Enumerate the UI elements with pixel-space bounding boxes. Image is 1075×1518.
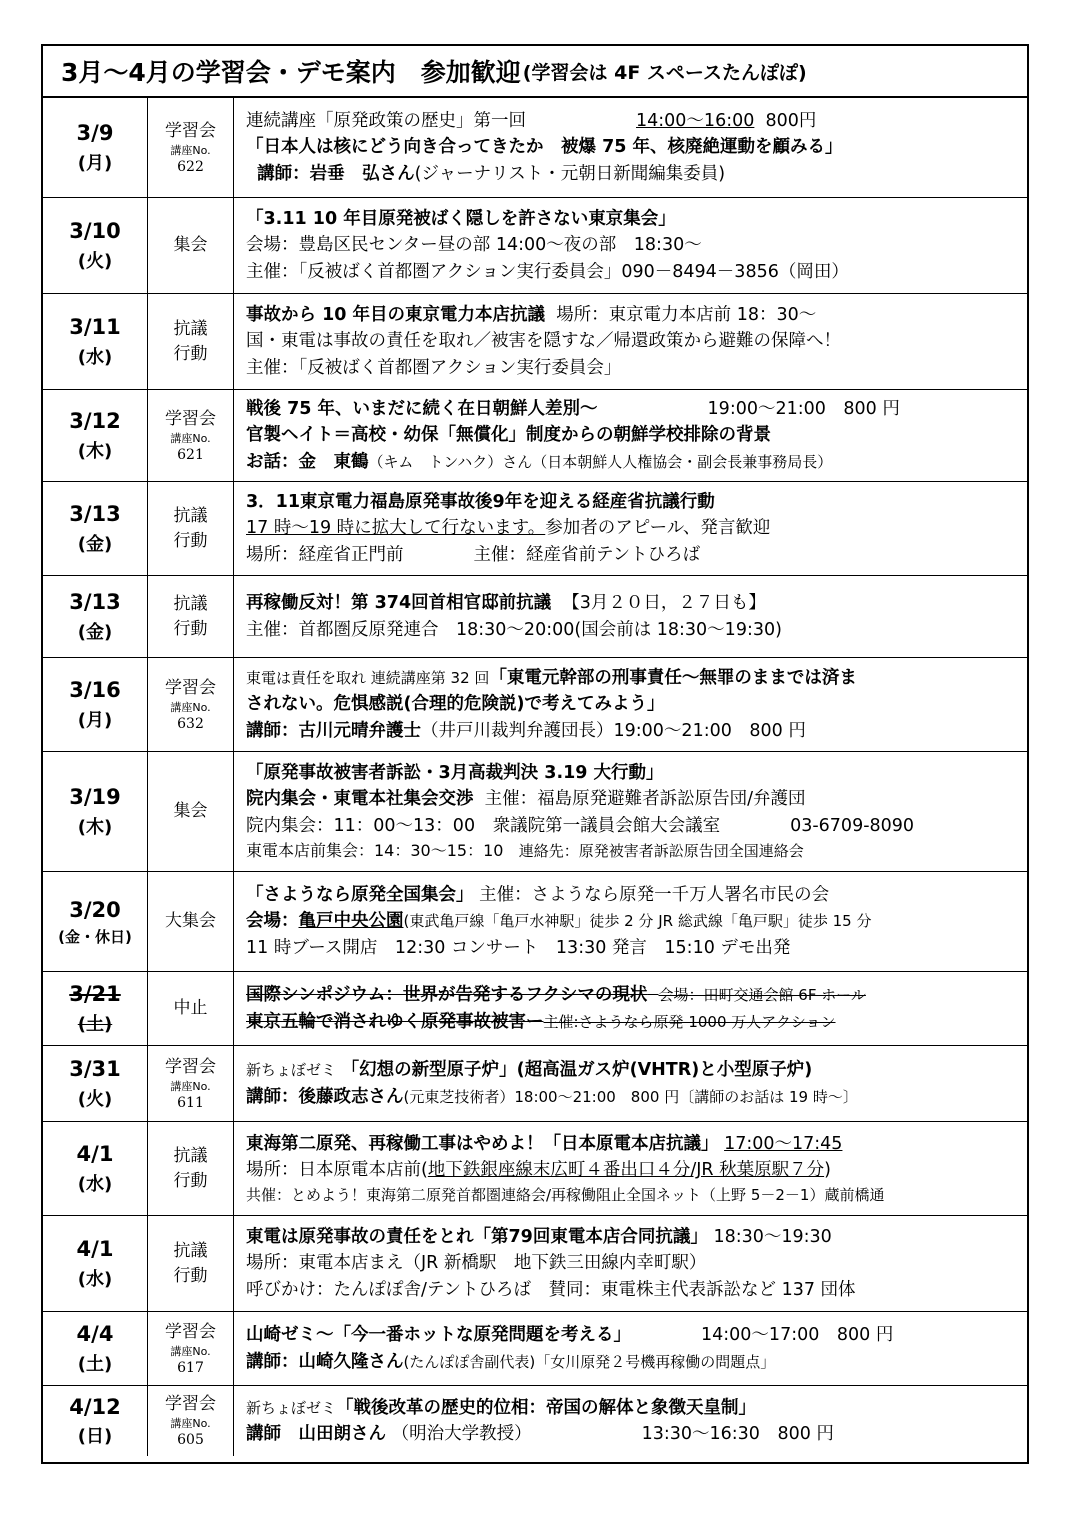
event-line: 東京五輪で消されゆく原発事故被害ー主催:さようなら原発 1000 万人アクション (246, 1011, 836, 1032)
event-line: 東電は責任を取れ 連続講座第 32 回「東電元幹部の刑事責任～無罪のままでは済ま (246, 668, 857, 689)
event-details (234, 390, 1027, 481)
event-line: 戦後 75 年、いまだに続く在日朝鮮人差別～ 19:00～21:00 800 円 (246, 399, 900, 420)
event-line: 院内集会・東電本社集会交渉 主催：福島原発避難者訴訟原告団/弁護団 (246, 789, 806, 810)
event-line: お話：金 東鶴（キム トンハク）さん（日本朝鮮人人権協会・副会長兼事務局長） (246, 451, 833, 472)
event-type: 抗議 行動 (148, 576, 234, 657)
event-type: 集会 (148, 198, 234, 293)
event-line: 新ちょぼゼミ 「幻想の新型原子炉」(超高温ガス炉(VHTR)と小型原子炉) (246, 1060, 813, 1081)
event-line: 院内集会：11：00～13：00 衆議院第一議員会館大会議室 03-6709-8090 (246, 815, 915, 836)
event-line: 場所：東電本店まえ（JR 新橋駅 地下鉄三田線内幸町駅） (246, 1253, 707, 1274)
event-type: 抗議 行動 (148, 482, 234, 575)
event-line: 講師：山崎久隆さん(たんぽぽ舎副代表)「女川原発２号機再稼働の問題点」 (246, 1351, 776, 1372)
event-type: 学習会 講座No. 617 (148, 1312, 234, 1385)
event-line: 場所：日本原電本店前(地下鉄銀座線末広町４番出口４分/JR 秋葉原駅７分) (246, 1160, 831, 1181)
event-line: 国・東電は事故の責任を取れ／被害を隠すな／帰還政策から避難の保障へ！ (246, 331, 841, 352)
title-subtitle: (学習会は 4F スペースたんぽぽ) (522, 61, 807, 84)
event-date: 3/19 (木) (43, 752, 148, 871)
event-details (234, 482, 1027, 575)
event-date: 3/10 (火) (43, 198, 148, 293)
event-line: 11 時ブース開店 12:30 コンサート 13:30 発言 15:10 デモ出発 (246, 937, 791, 958)
event-date: 3/13 (金) (43, 482, 148, 575)
event-line: 東電本店前集会：14：30～15：10 連絡先：原発被害者訴訟原告団全国連絡会 (246, 840, 804, 860)
event-line: 東電は原発事故の責任をとれ「第79回東電本店合同抗議」 18:30～19:30 (246, 1227, 832, 1248)
event-line: 主催：首都圏反原発連合 18:30～20:00(国会前は 18:30～19:30) (246, 619, 782, 640)
event-type: 中止 (148, 972, 234, 1045)
event-line: されない。危惧感説(合理的危険説)で考えてみよう」 (246, 694, 665, 715)
event-row-0412 (43, 1386, 1027, 1456)
event-row-0311 (43, 294, 1027, 390)
title-main: 3月～4月の学習会・デモ案内 参加歓迎 (61, 58, 521, 87)
event-details (234, 198, 1027, 293)
event-line: 東海第二原発、再稼働工事はやめよ！「日本原電本店抗議」 17:00～17:45 (246, 1134, 843, 1154)
event-date: 3/31 (火) (43, 1046, 148, 1121)
event-details (234, 658, 1027, 751)
event-type: 抗議 行動 (148, 294, 234, 389)
event-line: 会場：亀戸中央公園(東武亀戸線「亀戸水神駅」徒歩 2 分 JR 総武線「亀戸駅」徒歩 15 分 (246, 911, 872, 932)
event-date: 3/13 (金) (43, 576, 148, 657)
event-type: 学習会 講座No. 621 (148, 390, 234, 481)
event-line: 「さようなら原発全国集会」 主催：さようなら原発一千万人署名市民の会 (246, 885, 830, 906)
event-row-0319 (43, 752, 1027, 872)
event-line: 山崎ゼミ～「今一番ホットな原発問題を考える」 14:00～17:00 800 円 (246, 1325, 894, 1346)
event-type: 抗議 行動 (148, 1216, 234, 1311)
event-type: 抗議 行動 (148, 1122, 234, 1215)
event-date: 3/16 (月) (43, 658, 148, 751)
event-line: 主催：「反被ばく首都圏アクション実行委員会」 (246, 357, 622, 378)
event-row-0401-genden (43, 1122, 1027, 1216)
event-row-0316 (43, 658, 1027, 752)
event-row-0310 (43, 198, 1027, 294)
event-details (234, 1216, 1027, 1311)
event-row-0321-cancelled (43, 972, 1027, 1046)
event-details (234, 98, 1027, 197)
event-date: 3/11 (水) (43, 294, 148, 389)
event-date: 3/20 (金・休日) (43, 872, 148, 971)
event-type: 学習会 講座No. 632 (148, 658, 234, 751)
event-line: 再稼働反対！第 374回首相官邸前抗議 【3月２０日，２７日も】 (246, 593, 766, 614)
event-line: 国際シンポジウム：世界が告発するフクシマの現状 会場：田町交通会館 6F ホール (246, 985, 866, 1006)
event-details (234, 294, 1027, 389)
event-row-0404 (43, 1312, 1027, 1386)
event-line: 共催：とめよう！東海第二原発首都圏連絡会/再稼働阻止全国ネット（上野 5－2－1）蔵前橋通 (246, 1185, 885, 1204)
event-type: 学習会 講座No. 611 (148, 1046, 234, 1121)
event-line: 会場：豊島区民センター昼の部 14:00～夜の部 18:30～ (246, 235, 702, 256)
event-line: 官製ヘイト＝高校・幼保「無償化」制度からの朝鮮学校排除の背景 (246, 425, 771, 446)
event-line: 場所：経産省正門前 主催：経産省前テントひろば (246, 544, 701, 565)
event-line: 連続講座「原発政策の歴史」第一回 14:00～16:00 800円 (246, 111, 817, 132)
event-line: 講師：古川元晴弁護士（井戸川裁判弁護団長）19:00～21:00 800 円 (246, 720, 806, 741)
event-line: 事故から 10 年目の東京電力本店抗議 場所：東京電力本店前 18：30～ (246, 305, 817, 326)
event-line: 新ちょぼゼミ「戦後改革の歴史的位相：帝国の解体と象徴天皇制」 (246, 1397, 757, 1418)
event-line: 講師：後藤政志さん(元東芝技術者）18:00～21:00 800 円〔講師のお話は 19 時～〕 (246, 1086, 858, 1107)
event-details (234, 576, 1027, 657)
event-line: 呼びかけ：たんぽぽ舎/テントひろば 賛同：東電株主代表訴訟など 137 団体 (246, 1279, 856, 1300)
event-line: 「3.11 10 年目原発被ばく隠しを許さない東京集会」 (246, 209, 676, 230)
event-line: 「原発事故被害者訴訟・3月高裁判決 3.19 大行動」 (246, 763, 664, 784)
event-date: 4/1 (水) (43, 1216, 148, 1311)
event-type: 集会 (148, 752, 234, 871)
event-details (234, 872, 1027, 971)
event-row-0313-meti (43, 482, 1027, 576)
event-details (234, 752, 1027, 871)
event-details (234, 1046, 1027, 1121)
event-type: 学習会 講座No. 605 (148, 1386, 234, 1456)
event-details (234, 1312, 1027, 1385)
event-line: 3．11東京電力福島原発事故後9年を迎える経産省抗議行動 (246, 492, 715, 513)
event-line: 講師：岩垂 弘さん(ジャーナリスト・元朝日新聞編集委員) (257, 163, 726, 184)
event-type: 学習会 講座No. 622 (148, 98, 234, 197)
event-row-0313-kantei (43, 576, 1027, 658)
event-row-0401-toden (43, 1216, 1027, 1312)
event-line: 17 時～19 時に拡大して行ないます。参加者のアピール、発言歓迎 (246, 518, 771, 539)
event-row-0320 (43, 872, 1027, 972)
event-row-0312 (43, 390, 1027, 482)
event-line: 「日本人は核にどう向き合ってきたか 被爆 75 年、核廃絶運動を顧みる」 (246, 137, 843, 158)
event-date: 4/1 (水) (43, 1122, 148, 1215)
event-line: 主催：「反被ばく首都圏アクション実行委員会」090－8494－3856（岡田） (246, 261, 849, 282)
event-date: 3/21 (土) (43, 972, 148, 1045)
event-type: 大集会 (148, 872, 234, 971)
event-details (234, 1386, 1027, 1456)
event-date: 3/9 (月) (43, 98, 148, 197)
page-title (43, 46, 1027, 98)
schedule-sheet (41, 44, 1029, 1464)
event-details (234, 972, 1027, 1045)
event-row-0331 (43, 1046, 1027, 1122)
event-row-0309 (43, 98, 1027, 198)
event-date: 3/12 (木) (43, 390, 148, 481)
event-details (234, 1122, 1027, 1215)
event-line: 講師 山田朗さん （明治大学教授） 13:30～16:30 800 円 (246, 1424, 834, 1444)
event-date: 4/4 (土) (43, 1312, 148, 1385)
event-date: 4/12 (日) (43, 1386, 148, 1456)
